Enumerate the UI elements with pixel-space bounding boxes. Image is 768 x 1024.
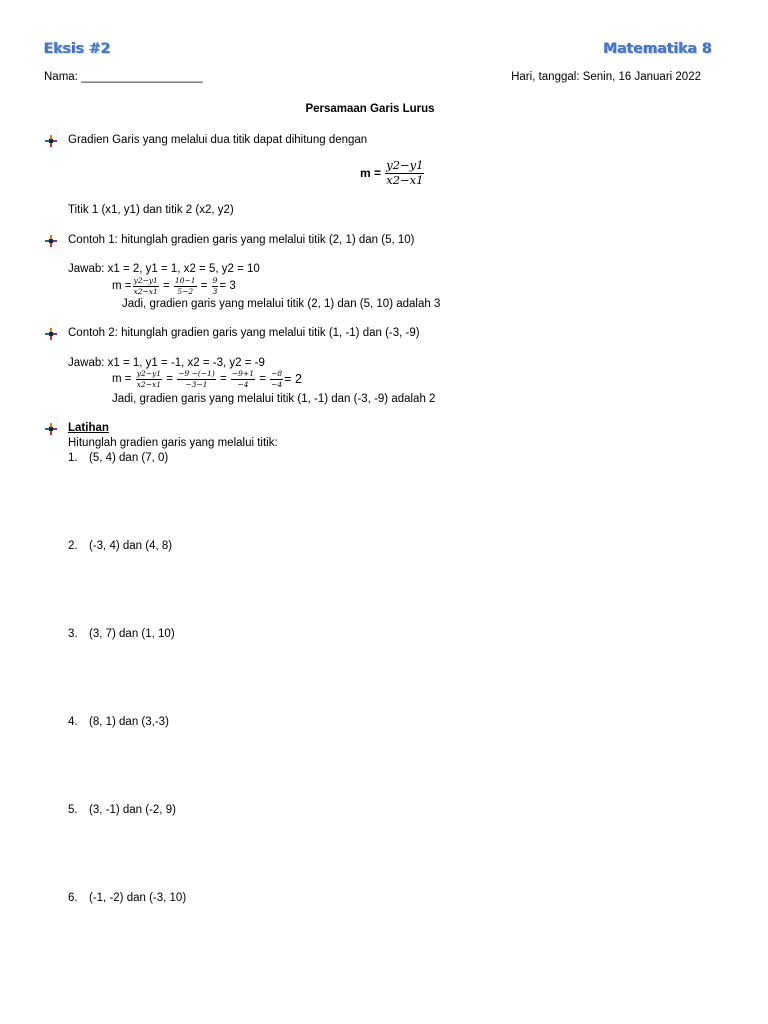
exercise-item: [68, 804, 176, 816]
page-title: Persamaan Garis Lurus: [305, 103, 435, 115]
formula-denominator: x2−x1: [386, 172, 424, 187]
bullet-icon: [45, 135, 57, 147]
exercise-item: [68, 540, 173, 552]
latihan-instruction: Hitunglah gradien garis yang melalui titik:: [68, 437, 278, 449]
exercise-text: (8, 1) dan (3,-3): [89, 716, 169, 728]
contoh1-calculation: m = $\frac{y2-y1}{x2-x1}$ = $\frac{10-1}{5-2}$ = $\frac{9}{3}$ = 3: [112, 276, 236, 296]
result: = 3: [219, 280, 236, 292]
header-right: Matematika 8: [603, 41, 712, 57]
intro-text: Gradien Garis yang melalui dua titik dapat dihitung dengan: [68, 134, 368, 146]
fraction-den: x2−x1: [133, 286, 158, 296]
gradient-formula: [360, 160, 425, 186]
exercise-number: 5.: [68, 804, 78, 816]
exercise-number: 6.: [68, 892, 78, 904]
fraction-den: −4: [271, 379, 283, 389]
contoh2-jawab: Jawab: x1 = 1, y1 = -1, x2 = -3, y2 = -9: [68, 357, 265, 369]
fraction-den: −4: [237, 379, 249, 389]
latihan-heading: Latihan: [68, 422, 109, 434]
fraction-num: −9 −(−1): [178, 369, 215, 378]
fraction-den: 5−2: [177, 286, 194, 296]
exercise-text: (-1, -2) dan (-3, 10): [89, 892, 187, 904]
result: = 2: [284, 372, 302, 386]
exercise-text: (5, 4) dan (7, 0): [89, 452, 169, 464]
bullet-icon: [45, 423, 57, 435]
fraction-den: 3: [212, 286, 218, 296]
contoh2-calculation: m = $\frac{y2-y1}{x2-x1}$ = $\frac{-9 -(-1)}{-3-1}$ = $\frac{-9+1}{-4}$ = $\frac{-8}{-4}$ = 2: [112, 369, 302, 389]
formula-lhs: m =: [360, 166, 382, 180]
fraction-num: −9+1: [231, 369, 254, 378]
exercise-number: 3.: [68, 628, 78, 640]
exercise-text: (-3, 4) dan (4, 8): [89, 540, 173, 552]
header-left: Eksis #2: [44, 41, 111, 57]
m-label: m =: [112, 280, 132, 292]
exercise-number: 2.: [68, 540, 78, 552]
fraction-den: x2−x1: [136, 379, 161, 389]
bullet-icon: [45, 328, 57, 340]
contoh1-heading: Contoh 1: hitunglah gradien garis yang melalui titik (2, 1) dan (5, 10): [68, 234, 415, 246]
fraction-num: y2−y1: [136, 369, 162, 378]
fraction-num: 10−1: [174, 276, 196, 285]
exercise-item: [68, 628, 175, 640]
exercise-item: [68, 892, 187, 904]
tanggal-field: Hari, tanggal: Senin, 16 Januari 2022: [511, 71, 701, 83]
contoh1-jadi: Jadi, gradien garis yang melalui titik (2, 1) dan (5, 10) adalah 3: [122, 298, 441, 310]
contoh1-jawab: Jawab: x1 = 2, y1 = 1, x2 = 5, y2 = 10: [68, 263, 260, 275]
exercise-item: [68, 452, 169, 464]
fraction-num: 9: [212, 276, 218, 285]
formula-numerator: y2−y1: [386, 158, 424, 172]
nama-field: Nama: ___________________: [44, 71, 203, 83]
exercise-number: 1.: [68, 452, 78, 464]
m-label: m =: [112, 373, 132, 385]
exercise-text: (3, 7) dan (1, 10): [89, 628, 175, 640]
fraction-den: −3−1: [185, 379, 208, 389]
exercise-text: (3, -1) dan (-2, 9): [89, 804, 176, 816]
exercise-item: [68, 716, 169, 728]
fraction-num: −8: [271, 369, 283, 378]
contoh2-heading: Contoh 2: hitunglah gradien garis yang melalui titik (1, -1) dan (-3, -9): [68, 327, 420, 339]
fraction-num: y2−y1: [133, 276, 158, 285]
titik-text: Titik 1 (x1, y1) dan titik 2 (x2, y2): [68, 204, 234, 216]
bullet-icon: [45, 235, 57, 247]
exercise-number: 4.: [68, 716, 78, 728]
contoh2-jadi: Jadi, gradien garis yang melalui titik (1, -1) dan (-3, -9) adalah 2: [112, 393, 436, 405]
